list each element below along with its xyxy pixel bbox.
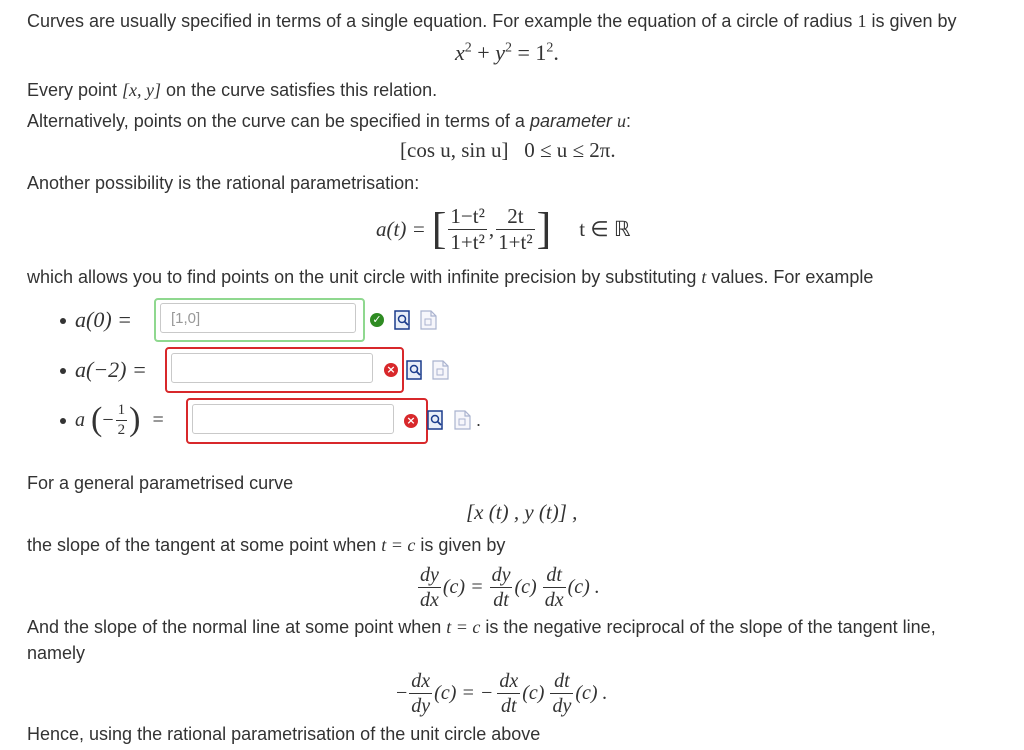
tangent-paragraph: the slope of the tangent at some point when t = c is given by [27, 535, 506, 555]
list-bullet [60, 318, 66, 324]
circle-equation: $x^2 + y^2 = 1^2$. [455, 40, 559, 65]
answer-input-2[interactable] [171, 353, 373, 383]
preview-icon[interactable] [406, 360, 424, 380]
intro-paragraph: Curves are usually specified in terms of a single equation. For example the equation of a circle of radius 1 is given by [27, 11, 957, 31]
tangent-slope-equation: $\frac{dy}{dx}$ (c) = $\frac{dy}{dt}$ (c) $\frac{dt}{dx}$ (c) . [420, 563, 600, 611]
help-icon[interactable] [432, 360, 450, 380]
answer-input-3[interactable] [192, 404, 394, 434]
rational-parametrisation: a(t) = [ $\frac{\text{1−t²}}{\text{1+t²}}$ , $\frac{2t}{\text{1+t²}}$ ] t ∈ ℝ [376, 203, 631, 254]
cross-icon: × [384, 363, 398, 377]
radius-value: 1 [857, 11, 867, 31]
general-curve-expression: [x (t) , y (t)] , [466, 500, 578, 524]
substitution-paragraph: which allows you to find points on the unit circle with infinite precision by substituting t values. For example [27, 267, 874, 287]
answer-label-2: a(−2) = [75, 357, 147, 382]
normal-slope-equation: − $\frac{dx}{dy}$ (c) = − $\frac{dx}{dt}$ (c) $\frac{dt}{dy}$ (c) . [396, 669, 608, 717]
conclusion-paragraph: Hence, using the rational parametrisation of the unit circle above [27, 724, 541, 744]
check-icon: ✓ [370, 313, 384, 327]
list-bullet [60, 418, 66, 424]
answer-label-1: a(0) = [75, 307, 132, 332]
rational-intro: Another possibility is the rational parametrisation: [27, 173, 420, 193]
cross-icon: × [404, 414, 418, 428]
parameter-word: parameter [529, 111, 612, 131]
trailing-period: . [476, 410, 482, 430]
preview-icon[interactable] [394, 310, 412, 330]
preview-icon[interactable] [427, 410, 445, 430]
answer-input-1[interactable] [160, 303, 356, 333]
point-paragraph: Every point [x, y] on the curve satisfies this relation. [27, 80, 438, 100]
list-bullet [60, 368, 66, 374]
parameter-paragraph: Alternatively, points on the curve can be specified in terms of a parameter u: [27, 111, 632, 131]
point-vector: [x, y] [122, 80, 162, 100]
trig-parametrisation: [cos u, sin u] 0 ≤ u ≤ 2π. [400, 138, 616, 162]
general-curve-paragraph: For a general parametrised curve [27, 473, 294, 493]
help-icon[interactable] [454, 410, 472, 430]
help-icon[interactable] [420, 310, 438, 330]
answer-label-3: a ( − $\frac{1}{2}$ ) = [75, 401, 164, 438]
normal-paragraph: And the slope of the normal line at some point when t = c is the negative reciprocal of the slope of the tangent line, namely [27, 617, 936, 663]
